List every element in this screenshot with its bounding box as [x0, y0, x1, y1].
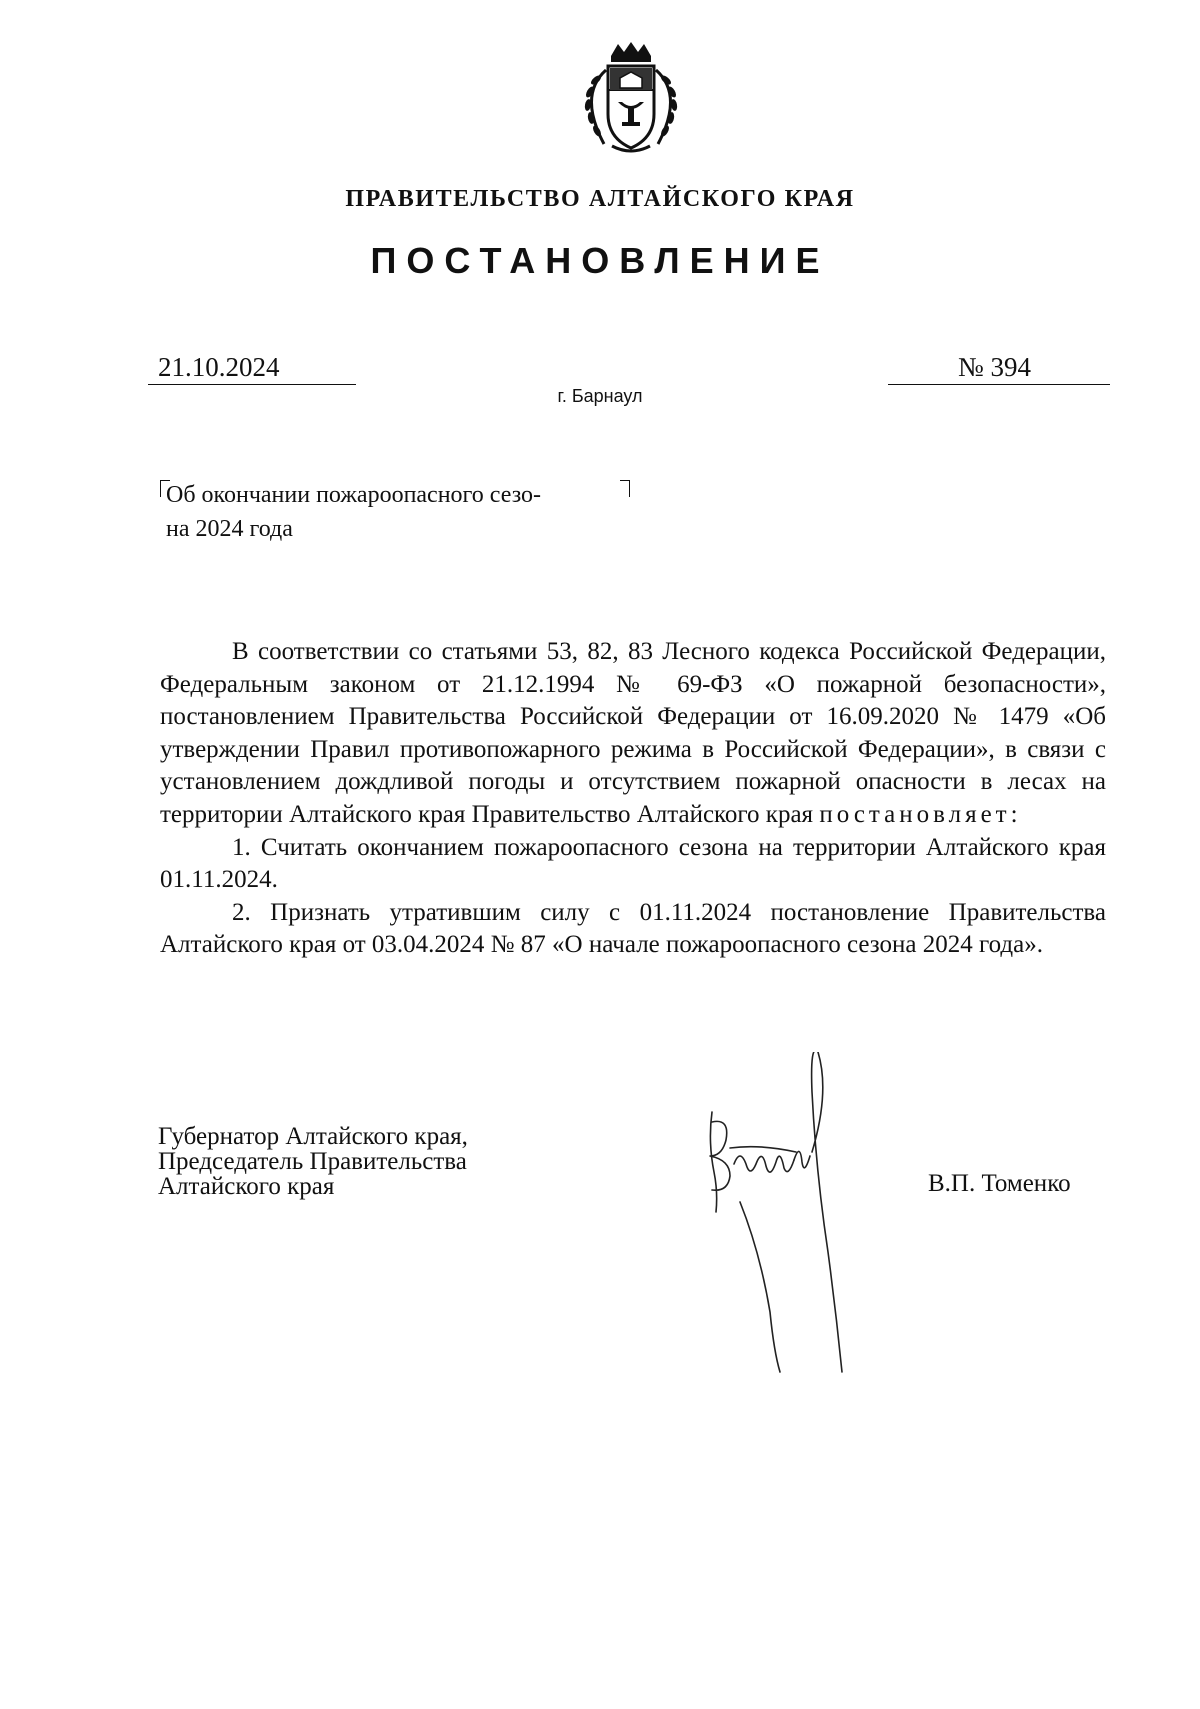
document-subject	[166, 478, 636, 546]
document-date-field	[148, 350, 356, 385]
coat-of-arms-icon	[566, 40, 696, 158]
document-date: 21.10.2024	[158, 352, 280, 382]
document-number-field	[888, 350, 1110, 385]
body-item-2: 2. Признать утратившим силу с 01.11.2024 постановление Правительства Алтайского края от 03.04.2024 № 87 «О начале пожароопасного сезона 2024 года».	[160, 898, 1106, 959]
signer-title-line-3: Алтайского края	[158, 1173, 335, 1200]
document-type-title: ПОСТАНОВЛЕНИЕ	[370, 240, 830, 281]
document-city: г. Барнаул	[557, 386, 643, 406]
document-number: № 394	[958, 352, 1032, 382]
coat-of-arms-emblem	[566, 40, 696, 158]
document-body	[160, 636, 1106, 962]
signer-title-line-2: Председатель Правительства	[158, 1148, 467, 1175]
signer-name: В.П. Томенко	[928, 1170, 1071, 1197]
signature-icon	[700, 1052, 870, 1382]
signer-title	[158, 1124, 658, 1199]
body-intro-paragraph	[160, 636, 1106, 832]
body-intro: В соответствии со статьями 53, 82, 83 Лесного кодекса Российской Федерации, Федеральным законом от 21.12.1994 № 69-ФЗ «О пожарной безопасности», постановлением Правительства Российской Федерации от 16.09.2020 № 1479 «Об утверждении Правил противопожарного режима в Российской Федерации», в связи с установлением дождливой погоды и отсутствием пожарной опасности в лесах на территории Алтайского края Правительство Алтайского края	[160, 638, 1106, 828]
signer-title-line-1: Губернатор Алтайского края,	[158, 1123, 468, 1150]
handwritten-signature	[700, 1052, 870, 1382]
subject-line-2: на 2024 года	[166, 516, 293, 542]
subject-line-1: Об окончании пожароопасного сезо-	[166, 482, 542, 508]
organization-name: ПРАВИТЕЛЬСТВО АЛТАЙСКОГО КРАЯ	[345, 186, 855, 212]
body-item-1: 1. Считать окончанием пожароопасного сезона на территории Алтайского края 01.11.2024.	[160, 833, 1106, 894]
decree-word: постановляет:	[819, 800, 1022, 828]
